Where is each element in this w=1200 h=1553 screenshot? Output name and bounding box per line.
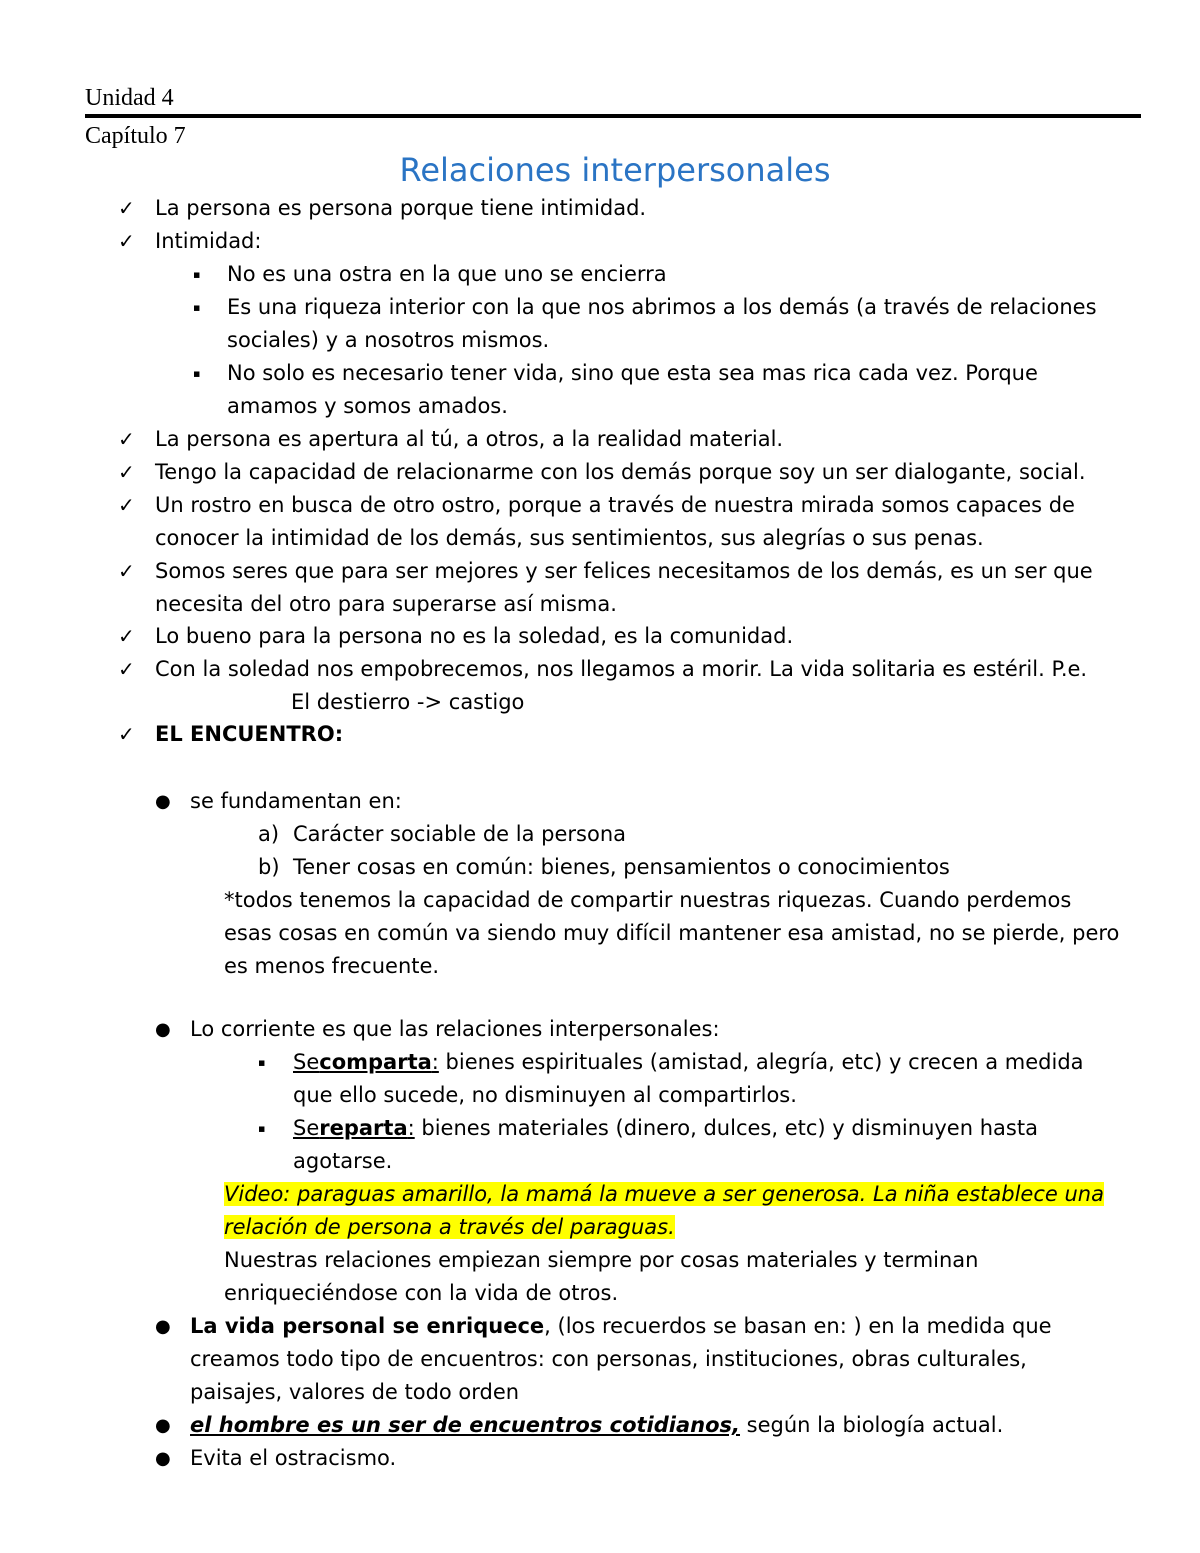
check-item-encuentro: EL ENCUENTRO: xyxy=(155,722,344,746)
check-icon: ✓ xyxy=(118,624,135,648)
check-icon: ✓ xyxy=(118,427,135,451)
square-bullet-icon: ▪ xyxy=(258,1122,266,1135)
check-icon: ✓ xyxy=(118,493,135,517)
video-highlight-2: relación de persona a través del paraguas. xyxy=(224,1215,675,1239)
reparta-line-2: agotarse. xyxy=(293,1149,393,1173)
check-item-2: Intimidad: xyxy=(155,229,262,253)
note-line-2: esas cosas en común va siendo muy difícil mantener esa amistad, no se pierde, pero xyxy=(224,921,1120,945)
se-label: Se xyxy=(293,1050,320,1074)
vida-personal-bold: La vida personal se enriquece xyxy=(190,1314,545,1338)
comparta-keyword: comparta xyxy=(319,1050,432,1074)
se-label: Se xyxy=(293,1116,320,1140)
square-bullet-icon: ▪ xyxy=(193,268,201,281)
bullet-icon: ● xyxy=(155,1448,171,1469)
colon: : xyxy=(431,1050,439,1074)
check-item-8-line-2: El destierro -> castigo xyxy=(291,690,525,714)
check-icon: ✓ xyxy=(118,229,135,253)
video-highlight-1: Video: paraguas amarillo, la mamá la mueve a ser generosa. La niña establece una xyxy=(224,1182,1104,1206)
bullet-icon: ● xyxy=(155,1019,171,1040)
bullet-icon: ● xyxy=(155,1316,171,1337)
square-bullet-icon: ▪ xyxy=(193,301,201,314)
vida-personal-line-1 xyxy=(190,1310,1052,1343)
check-icon: ✓ xyxy=(118,460,135,484)
video-note-line-1 xyxy=(224,1178,1104,1211)
list-label-a: a) xyxy=(258,822,280,846)
unit-label: Unidad 4 xyxy=(85,85,174,111)
square-bullet-icon: ▪ xyxy=(193,367,201,380)
hombre-line xyxy=(190,1409,1003,1442)
check-icon: ✓ xyxy=(118,657,135,681)
sub-item-2-line-2: sociales) y a nosotros mismos. xyxy=(227,328,550,352)
bullet-corriente: Lo corriente es que las relaciones interpersonales: xyxy=(190,1017,720,1041)
vida-personal-line-2: creamos todo tipo de encuentros: con personas, instituciones, obras culturales, xyxy=(190,1347,1027,1371)
check-item-6-line-2: necesita del otro para superarse así misma. xyxy=(155,592,617,616)
relaciones-line-2: enriqueciéndose con la vida de otros. xyxy=(224,1281,619,1305)
bullet-icon: ● xyxy=(155,1415,171,1436)
check-item-4: Tengo la capacidad de relacionarme con los demás porque soy un ser dialogante, social. xyxy=(155,460,1086,484)
page-title: Relaciones interpersonales xyxy=(399,151,831,189)
sub-item-3-line-2: amamos y somos amados. xyxy=(227,394,508,418)
check-icon: ✓ xyxy=(118,196,135,220)
bullet-icon: ● xyxy=(155,791,171,812)
reparta-line-1 xyxy=(293,1112,1038,1145)
check-icon: ✓ xyxy=(118,722,135,746)
hombre-text: según la biología actual. xyxy=(740,1413,1004,1437)
check-item-5-line-2: conocer la intimidad de los demás, sus sentimientos, sus alegrías o sus penas. xyxy=(155,526,984,550)
check-item-5-line-1: Un rostro en busca de otro ostro, porque a través de nuestra mirada somos capaces de xyxy=(155,493,1075,517)
list-item-a: Carácter sociable de la persona xyxy=(293,822,626,846)
comparta-line-1 xyxy=(293,1046,1084,1079)
list-item-b: Tener cosas en común: bienes, pensamientos o conocimientos xyxy=(293,855,950,879)
check-item-8-line-1: Con la soledad nos empobrecemos, nos llegamos a morir. La vida solitaria es estéril. P.e. xyxy=(155,657,1088,681)
note-line-1: *todos tenemos la capacidad de compartir nuestras riquezas. Cuando perdemos xyxy=(224,888,1072,912)
reparta-keyword: reparta xyxy=(319,1116,408,1140)
video-note-line-2 xyxy=(224,1211,675,1244)
comparta-line-2: que ello sucede, no disminuyen al compartirlos. xyxy=(293,1083,797,1107)
check-icon: ✓ xyxy=(118,559,135,583)
header-rule xyxy=(85,114,1141,118)
sub-item-1: No es una ostra en la que uno se encierra xyxy=(227,262,667,286)
ostracismo-line: Evita el ostracismo. xyxy=(190,1446,397,1470)
list-label-b: b) xyxy=(258,855,280,879)
chapter-label: Capítulo 7 xyxy=(85,123,186,149)
check-item-6-line-1: Somos seres que para ser mejores y ser felices necesitamos de los demás, es un ser que xyxy=(155,559,1093,583)
colon: : xyxy=(407,1116,415,1140)
sub-item-2-line-1: Es una riqueza interior con la que nos abrimos a los demás (a través de relaciones xyxy=(227,295,1097,319)
vida-personal-line-3: paisajes, valores de todo orden xyxy=(190,1380,520,1404)
comparta-text: bienes espirituales (amistad, alegría, etc) y crecen a medida xyxy=(445,1050,1084,1074)
check-item-1: La persona es persona porque tiene intimidad. xyxy=(155,196,647,220)
hombre-bold: el hombre es un ser de encuentros cotidianos, xyxy=(190,1413,740,1437)
relaciones-line-1: Nuestras relaciones empiezan siempre por cosas materiales y terminan xyxy=(224,1248,979,1272)
bullet-fundamentan: se fundamentan en: xyxy=(190,789,402,813)
note-line-3: es menos frecuente. xyxy=(224,954,440,978)
check-item-7: Lo bueno para la persona no es la soledad, es la comunidad. xyxy=(155,624,794,648)
square-bullet-icon: ▪ xyxy=(258,1056,266,1069)
vida-personal-text: , (los recuerdos se basan en: ) en la medida que xyxy=(544,1314,1052,1338)
check-item-3: La persona es apertura al tú, a otros, a la realidad material. xyxy=(155,427,784,451)
reparta-text: bienes materiales (dinero, dulces, etc) y disminuyen hasta xyxy=(421,1116,1038,1140)
sub-item-3-line-1: No solo es necesario tener vida, sino que esta sea mas rica cada vez. Porque xyxy=(227,361,1038,385)
